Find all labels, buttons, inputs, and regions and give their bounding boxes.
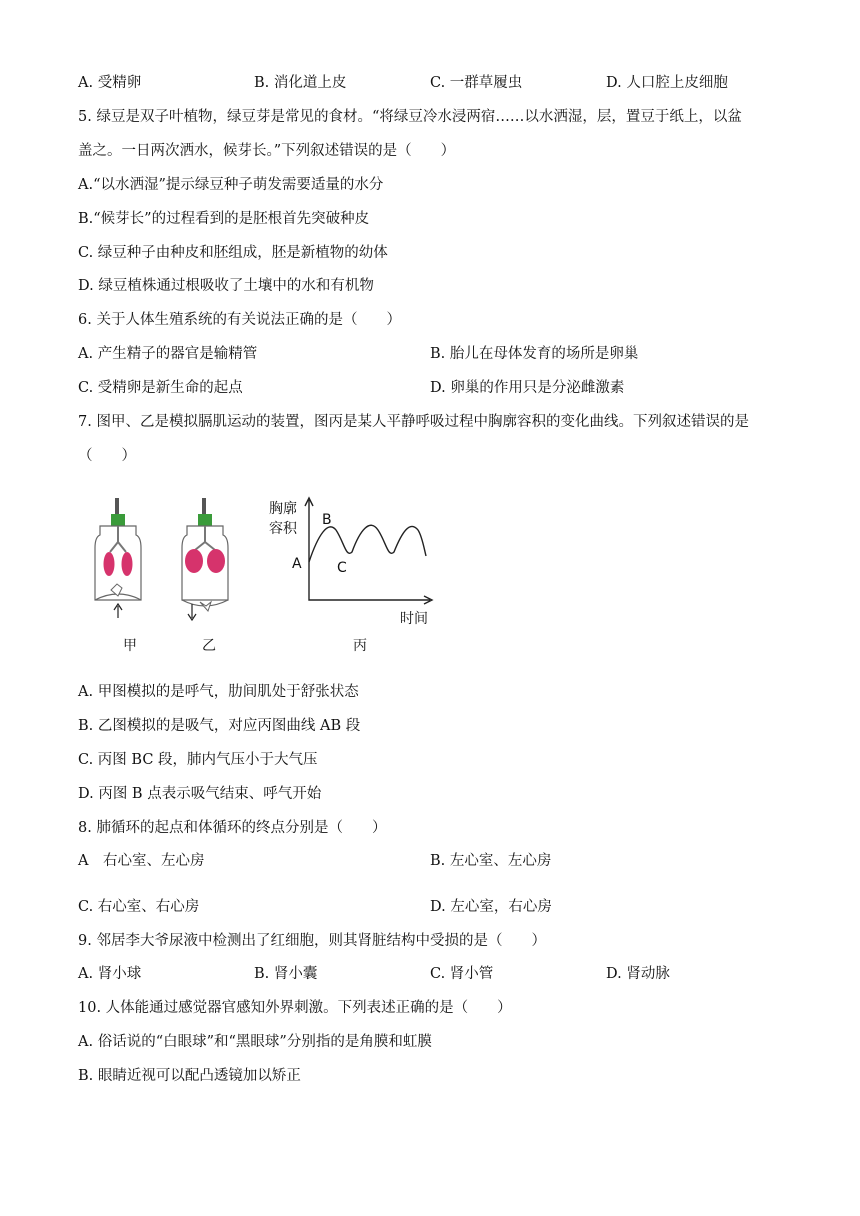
q7-option-b: B. 乙图模拟的是吸气，对应丙图曲线 AB 段 [78,718,361,734]
q6-option-c: C. 受精卵是新生命的起点 [78,380,243,396]
q8-option-c: C. 右心室、右心房 [78,899,200,915]
q4-option-a: A. 受精卵 [78,75,142,91]
q4-option-d: D. 人口腔上皮细胞 [606,75,728,91]
tube-icon [202,498,206,514]
q6-option-d: D. 卵巢的作用只是分泌雌激素 [430,380,625,396]
q7-figure [78,490,458,660]
q6-stem: 6. 关于人体生殖系统的有关说法正确的是（ ） [78,312,401,328]
q10-option-a: A. 俗话说的“白眼球”和“黑眼球”分别指的是角膜和虹膜 [78,1034,432,1050]
q5-option-d: D. 绿豆植株通过根吸收了土壤中的水和有机物 [78,278,374,294]
point-c-label: C [337,560,347,576]
q9-option-a: A. 肾小球 [78,966,142,982]
point-b-label: B [322,512,332,528]
q8-stem: 8. 肺循环的起点和体循环的终点分别是（ ） [78,820,387,836]
right-lung-icon [207,549,225,573]
q5-stem-line1: 5. 绿豆是双子叶植物，绿豆芽是常见的食材。“将绿豆冷水浸两宿……以水洒湿，层，置豆于纸上，以盆 [78,109,742,125]
q5-stem-line2: 盖之。一日两次洒水，候芽长。”下列叙述错误的是（ ） [78,143,456,159]
q6-option-b: B. 胎儿在母体发育的场所是卵巢 [430,346,639,362]
label-yi: 乙 [202,638,216,654]
q7-option-c: C. 丙图 BC 段，肺内气压小于大气压 [78,752,318,768]
q8-option-b: B. 左心室、左心房 [430,853,552,869]
q7-option-d: D. 丙图 B 点表示吸气结束、呼气开始 [78,786,322,802]
tube-icon [115,498,119,514]
apparatus-yi [182,498,228,620]
q4-option-c: C. 一群草履虫 [430,75,523,91]
trachea-icon [110,526,126,552]
q6-option-a: A. 产生精子的器官是输精管 [78,346,258,362]
hand-icon [200,602,211,611]
label-bing: 丙 [353,638,367,654]
volume-curve [309,525,426,562]
stopper-icon [111,514,125,526]
q8-option-a: A 右心室、左心房 [78,853,205,869]
q10-stem: 10. 人体能通过感觉器官感知外界刺激。下列表述正确的是（ ） [78,1000,512,1016]
q7-stem-line1: 7. 图甲、乙是模拟膈肌运动的装置，图丙是某人平静呼吸过程中胸廓容积的变化曲线。下列叙述错误的是 [78,414,749,430]
left-lung-icon [185,549,203,573]
q5-option-c: C. 绿豆种子由种皮和胚组成，胚是新植物的幼体 [78,245,388,261]
q9-option-c: C. 肾小管 [430,966,494,982]
left-lung-icon [104,552,115,576]
q9-stem: 9. 邻居李大爷尿液中检测出了红细胞，则其肾脏结构中受损的是（ ） [78,933,546,949]
x-axis-label: 时间 [400,611,428,627]
apparatus-jia [95,498,141,618]
q10-option-b: B. 眼睛近视可以配凸透镜加以矫正 [78,1068,301,1084]
q5-option-a: A.“以水洒湿”提示绿豆种子萌发需要适量的水分 [78,177,384,193]
right-lung-icon [122,552,133,576]
q7-option-a: A. 甲图模拟的是呼气，肋间肌处于舒张状态 [78,684,359,700]
q9-option-b: B. 肾小囊 [254,966,318,982]
label-jia: 甲 [123,638,137,654]
q5-option-b: B.“候芽长”的过程看到的是胚根首先突破种皮 [78,211,370,227]
down-arrow-icon [188,604,196,620]
y-axis-label-line2: 容积 [269,521,297,537]
y-axis-label-line1: 胸廓 [269,501,297,517]
trachea-icon [195,526,215,550]
q4-option-b: B. 消化道上皮 [254,75,347,91]
q8-option-d: D. 左心室，右心房 [430,899,552,915]
stopper-icon [198,514,212,526]
up-arrow-icon [114,604,122,618]
point-a-label: A [292,556,302,572]
q7-stem-line2: （ ） [78,448,136,464]
q9-option-d: D. 肾动脉 [606,966,670,982]
